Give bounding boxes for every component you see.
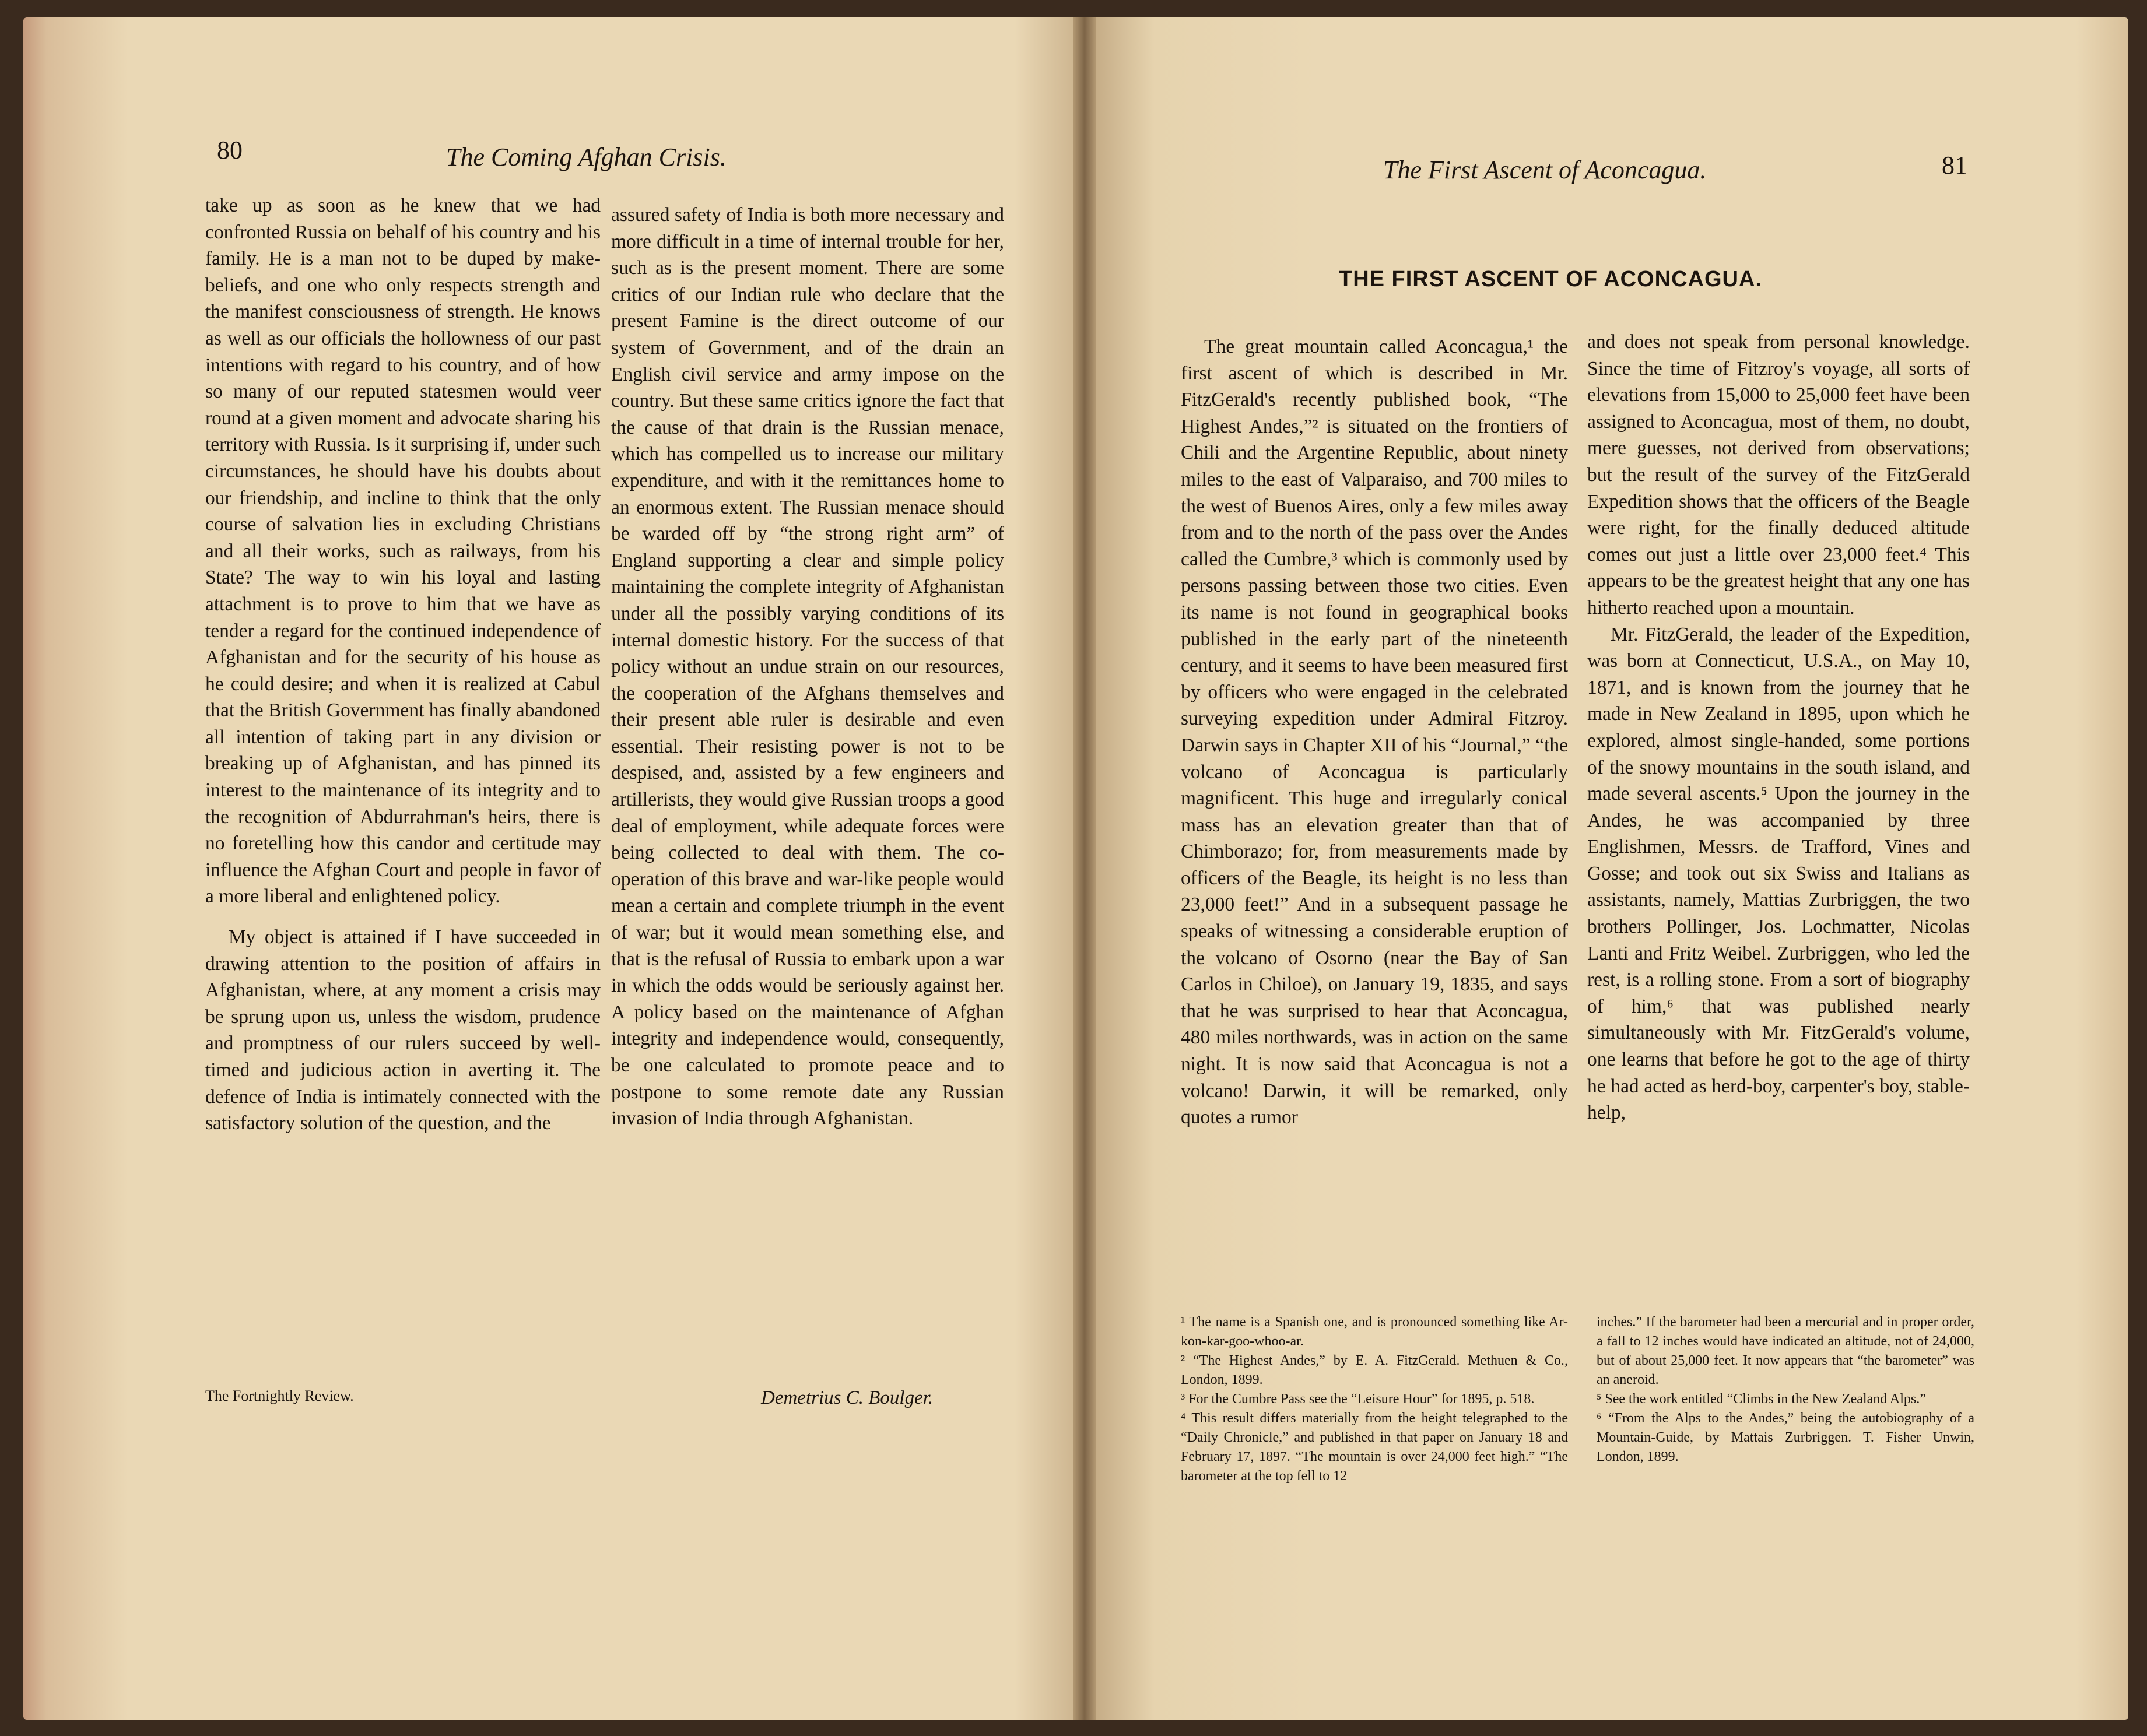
running-title-right: The First Ascent of Aconcagua. <box>1383 156 1707 184</box>
page-number-right: 81 <box>1942 151 1967 180</box>
article-headline: THE FIRST ASCENT OF ACONCAGUA. <box>1339 267 1762 291</box>
right-column-2 <box>1587 329 1970 1126</box>
left-column-2 <box>611 202 1004 1132</box>
footnote: ⁶ “From the Alps to the Andes,” being the autobiography of a Mountain-Guide, by Mattais Zurbriggen. T. Fisher Unwin, London, 1899. <box>1597 1411 1974 1464</box>
paragraph: assured safety of India is both more necessary and more difficult in a time of internal trouble for her, such as is the present moment. There are some critics of our Indian rule who declare that the present Famine is the direct outcome of our system of Government, and of the drain an English civil service and army impose on the country. But these same critics ignore the fact that the cause of that drain is the Russian menace, which has compelled us to increase our military expenditure, and with it the remittances home to an enormous extent. The Russian menace should be warded off by “the strong right arm” of England supporting a clear and simple policy maintaining the complete integrity of Afghanistan under all the possibly varying conditions of its internal domestic history. For the success of that policy without an undue strain on our resources, the cooperation of the Afghans themselves and their present able ruler is desirable and even essential. Their resisting power is not to be despised, and, assisted by a few engineers and artillerists, they would give Russian troops a good deal of employment, while adequate forces were being collected to deal with them. The co-operation of this brave and war-like people would mean a certain and complete triumph in the event of war; but it would mean something else, and that is the refusal of Russia to embark upon a war in which the odds would be seriously against her. A policy based on the maintenance of Afghan integrity and independence would, consequently, be one calculated to promote peace and to postpone to some remote date any Russian invasion of India through Afghanistan. <box>611 204 1004 1130</box>
footnotes-right <box>1597 1313 1974 1467</box>
right-column-1 <box>1181 333 1568 1131</box>
footnote: ¹ The name is a Spanish one, and is pronounced something like Ar-kon-kar-goo-whoo-ar. <box>1181 1315 1568 1349</box>
footnote: ² “The Highest Andes,” by E. A. FitzGerald. Methuen & Co., London, 1899. <box>1181 1353 1568 1387</box>
footnote: ³ For the Cumbre Pass see the “Leisure Hour” for 1895, p. 518. <box>1181 1391 1535 1407</box>
running-title-left: The Coming Afghan Crisis. <box>446 143 727 171</box>
footnote: ⁴ This result differs materially from the height telegraphed to the “Daily Chronicle,” and published in that paper on January 18 and February 17, 1897. “The mountain is over 24,000 feet high.” “The barometer at the top fell to 12 <box>1181 1411 1568 1484</box>
footnotes-left <box>1181 1313 1568 1486</box>
paragraph: The great mountain called Aconcagua,¹ the first ascent of which is described in Mr. FitzGerald's recently published book, “The Highest Andes,”² is situated on the frontiers of Chili and the Argentine Republic, about ninety miles to the east of Valparaiso, and 700 miles to the west of Buenos Aires, only a few miles away from and to the north of the pass over the Andes called the Cumbre,³ which is commonly used by persons passing between those two cities. Even its name is not found in geographical books published in the early part of the nineteenth century, and it seems to have been measured first by officers who were engaged in the celebrated surveying expedition under Admiral Fitzroy. Darwin says in Chapter XII of his “Journal,” “the volcano of Aconcagua is particularly magnificent. This huge and irregularly conical mass has an elevation greater than that of Chimborazo; for, from measurements made by officers of the Beagle, its height is no less than 23,000 feet!” And in a subsequent passage he speaks of witnessing a considerable eruption of the volcano of Osorno (near the Bay of San Carlos in Chiloe), on January 19, 1835, and says that he was surprised to hear that Aconcagua, 480 miles northwards, was in action on the same night. It is now said that Aconcagua is not a volcano! Darwin, it will be remarked, only quotes a rumor <box>1181 336 1568 1129</box>
left-column-1 <box>205 192 601 1137</box>
paragraph: Mr. FitzGerald, the leader of the Expedition, was born at Connecticut, U.S.A., on May 10, 1871, and is known from the journey that he made in New Zealand in 1895, upon which he explored, almost single-handed, some portions of the snowy mountains in the south island, and made several ascents.⁵ Upon the journey in the Andes, he was accompanied by three Englishmen, Messrs. de Trafford, Vines and Gosse; and took out six Swiss and Italians as assistants, namely, Mattias Zurbriggen, the two brothers Pollinger, Jos. Lochmatter, Nicolas Lanti and Fritz Weibel. Zurbriggen, who led the rest, is a rolling stone. From a sort of biography of him,⁶ that was published nearly simultaneously with Mr. FitzGerald's volume, one learns that before he got to the age of thirty he had acted as herd-boy, carpenter's boy, stable-help, <box>1587 623 1970 1124</box>
source-credit: The Fortnightly Review. <box>205 1387 354 1404</box>
paragraph: My object is attained if I have succeeded in drawing attention to the position of affairs in Afghanistan, where, at any moment a crisis may be sprung upon us, unless the wisdom, prudence and promptness of our rulers succeed by well-timed and judicious action in averting it. The defence of India is intimately connected with the satisfactory solution of the question, and the <box>205 926 601 1134</box>
author-signature: Demetrius C. Boulger. <box>761 1387 934 1408</box>
footnote: inches.” If the barometer had been a mercurial and in proper order, a fall to 12 inches would have indicated an altitude, not of 24,000, but of about 25,000 feet. It now appears that “the barometer” was an aneroid. <box>1597 1315 1974 1387</box>
footnote: ⁵ See the work entitled “Climbs in the New Zealand Alps.” <box>1597 1391 1926 1407</box>
paragraph: and does not speak from personal knowledge. Since the time of Fitzroy's voyage, all sorts of elevations from 15,000 to 25,000 feet have been assigned to Aconcagua, most of them, no doubt, mere guesses, not derived from observations; but the result of the survey of the FitzGerald Expedition shows that the officers of the Beagle were right, for the finally deduced altitude comes out just a little over 23,000 feet.⁴ This appears to be the greatest height that any one has hitherto reached upon a mountain. <box>1587 331 1970 619</box>
page-number-left: 80 <box>217 136 243 164</box>
paragraph: take up as soon as he knew that we had confronted Russia on behalf of his country and his family. He is a man not to be duped by make-beliefs, and one who only respects strength and the manifest consciousness of strength. He knows as well as our officials the hollowness of our past intentions with regard to his country, and of how so many of our reputed statesmen would veer round at a given moment and advocate sharing his territory with Russia. Is it surprising if, under such circumstances, he should have his doubts about our friendship, and incline to think that the only course of salvation lies in excluding Christians and all their works, such as railways, from his State? The way to win his loyal and lasting attachment is to prove to him that we have as tender a regard for the continued independence of Afghanistan and for the security of his house as he could desire; and when it is realized at Cabul that the British Government has finally abandoned all intention of taking part in any division or breaking up of Afghanistan, and has pinned its interest to the maintenance of its integrity and to the recognition of Abdurrahman's heirs, there is no foretelling how this candor and certitude may influence the Afghan Court and people in favor of a more liberal and enlightened policy. <box>205 195 601 908</box>
book-gutter <box>1073 17 1096 1720</box>
